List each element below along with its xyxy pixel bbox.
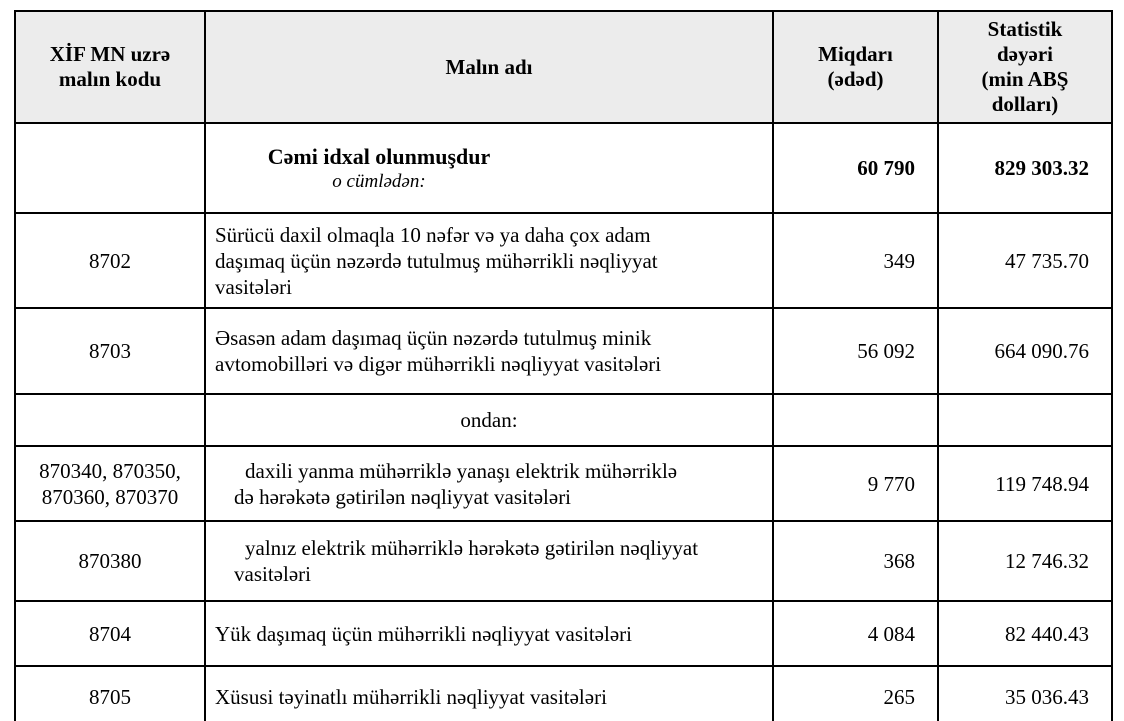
name-text-line: daxili yanma mühərriklə yanaşı elektrik mühərriklə: [245, 458, 678, 483]
table-row-8702: [15, 213, 1112, 308]
cell-stat-value: 82 440.43: [938, 601, 1112, 666]
name-text-line: ondan:: [460, 408, 518, 432]
table-row-ondan: [15, 394, 1112, 446]
cell-code: [15, 446, 205, 521]
header-text-line: (min ABŞ: [981, 67, 1069, 91]
col-header-name: [205, 11, 773, 123]
cell-quantity: 56 092: [773, 308, 938, 394]
total-subtitle: o cümlədən:: [332, 170, 426, 192]
table-row-total-import: [15, 123, 1112, 213]
name-text-line: Əsasən adam daşımaq üçün nəzərdə tutulmuş minik: [215, 326, 652, 350]
name-text-line: yalnız elektrik mühərriklə hərəkətə gətirilən nəqliyyat: [245, 536, 699, 560]
header-text-line: dəyəri: [997, 42, 1053, 66]
cell-quantity: 349: [773, 213, 938, 308]
name-text-line: daşımaq üçün nəzərdə tutulmuş mühərrikli nəqliyyat: [215, 248, 658, 273]
name-text-line: avtomobilləri və digər mühərrikli nəqliyyat vasitələri: [215, 352, 662, 376]
name-text-line: vasitələri: [215, 274, 292, 299]
cell-code: 8703: [15, 308, 205, 394]
cell-code: 8705: [15, 666, 205, 721]
cell-code: 8702: [15, 213, 205, 308]
table-row-870380: [15, 521, 1112, 601]
name-text-line: Sürücü daxil olmaqla 10 nəfər və ya daha çox adam: [215, 222, 651, 247]
name-text-line: də hərəkətə gətirilən nəqliyyat vasitələri: [234, 484, 572, 509]
cell-quantity: 60 790: [773, 123, 938, 213]
header-text-line: Statistik: [987, 17, 1063, 41]
table-row-8704: [15, 601, 1112, 666]
cell-name: [205, 394, 773, 446]
cell-name: [205, 666, 773, 721]
cell-code: 8704: [15, 601, 205, 666]
cell-quantity: [773, 394, 938, 446]
import-statistics-table: [14, 10, 1113, 721]
table-row-8705: [15, 666, 1112, 721]
name-text-line: Xüsusi təyinatlı mühərrikli nəqliyyat vasitələri: [215, 684, 607, 709]
cell-name: [205, 123, 773, 213]
cell-stat-value: 35 036.43: [938, 666, 1112, 721]
cell-code: [15, 123, 205, 213]
total-label-block: [224, 143, 534, 194]
cell-name: [205, 446, 773, 521]
code-text-line: 870340, 870350,: [39, 458, 181, 483]
cell-name: [205, 521, 773, 601]
cell-stat-value: 47 735.70: [938, 213, 1112, 308]
header-text-line: Malın adı: [445, 54, 533, 79]
header-text-line: XİF MN uzrə: [49, 42, 171, 66]
cell-name: [205, 213, 773, 308]
cell-quantity: 9 770: [773, 446, 938, 521]
header-text-line: dolları): [991, 92, 1059, 116]
cell-code: [15, 394, 205, 446]
header-text-line: Miqdarı: [818, 42, 893, 66]
cell-code: 870380: [15, 521, 205, 601]
cell-stat-value: 119 748.94: [938, 446, 1112, 521]
code-text-line: 870360, 870370: [41, 484, 179, 509]
cell-name: [205, 601, 773, 666]
cell-name: [205, 308, 773, 394]
cell-quantity: 4 084: [773, 601, 938, 666]
name-text-line: vasitələri: [234, 562, 311, 586]
cell-stat-value: 829 303.32: [938, 123, 1112, 213]
header-text-line: malın kodu: [58, 67, 162, 91]
col-header-code: [15, 11, 205, 123]
cell-quantity: 265: [773, 666, 938, 721]
col-header-stat-value: [938, 11, 1112, 123]
cell-stat-value: 12 746.32: [938, 521, 1112, 601]
table-row-8703: [15, 308, 1112, 394]
total-title: Cəmi idxal olunmuşdur: [267, 143, 491, 169]
header-text-line: (ədəd): [827, 67, 884, 91]
name-text-line: Yük daşımaq üçün mühərrikli nəqliyyat vasitələri: [215, 621, 632, 646]
cell-stat-value: 664 090.76: [938, 308, 1112, 394]
cell-quantity: 368: [773, 521, 938, 601]
col-header-quantity: [773, 11, 938, 123]
table-header-row: [15, 11, 1112, 123]
table-row-870340-870370: [15, 446, 1112, 521]
cell-stat-value: [938, 394, 1112, 446]
